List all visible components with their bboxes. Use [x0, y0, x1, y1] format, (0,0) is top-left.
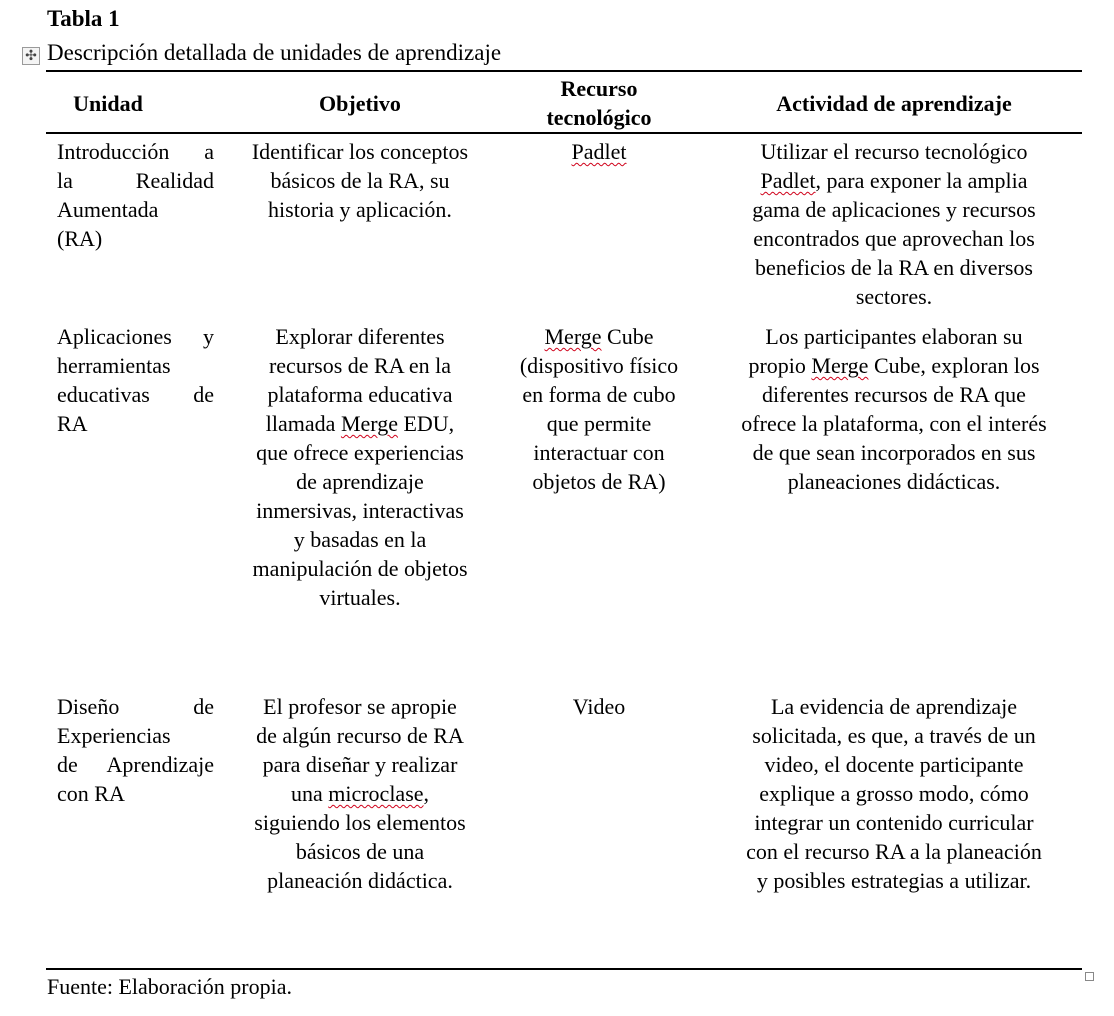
table-source: Fuente: Elaboración propia. [47, 974, 292, 999]
cell-unidad [57, 322, 214, 438]
header-recurso: Recurso tecnológico [546, 76, 652, 130]
cell-unidad-line: de Aprendizaje [57, 752, 214, 777]
cell-actividad: La evidencia de aprendizaje solicitada, es que, a través de un video, el docente participante explique a grosso modo, cómo integrar un contenido curricular con el recurso RA a la planeación y posibles estrategias a utilizar. [746, 694, 1042, 893]
spellcheck-flag: Merge [811, 353, 869, 378]
cell-unidad-line: (RA) [57, 226, 103, 251]
cell-unidad-line: Aumentada [57, 197, 159, 222]
cell-recurso [498, 137, 700, 166]
spellcheck-flag: Merge [340, 411, 398, 436]
cell-unidad [57, 137, 214, 253]
cell-unidad-line: Aplicaciones y [57, 324, 214, 349]
header-rule [46, 132, 1082, 134]
cell-unidad-line: con RA [57, 781, 125, 806]
cell-unidad-line: herramientas [57, 353, 171, 378]
spellcheck-flag: microclase [328, 781, 424, 806]
cell-unidad-line: Experiencias [57, 723, 171, 748]
spellcheck-flag: Padlet [760, 168, 816, 193]
cell-recurso: Merge Cube (dispositivo físico en forma de cubo que permite interactuar con objetos de RA) [519, 324, 679, 494]
table-resize-handle[interactable] [1085, 972, 1094, 981]
cell-unidad-line: educativas de [57, 382, 214, 407]
cell-actividad: Utilizar el recurso tecnológico Padlet, para exponer la amplia gama de aplicaciones y recursos encontrados que aprovechan los beneficios de la RA en diversos sectores. [752, 139, 1036, 309]
spellcheck-flag: Padlet [571, 139, 627, 164]
table-caption: Descripción detallada de unidades de aprendizaje [47, 40, 502, 65]
cell-objetivo: El profesor se apropie de algún recurso de RA para diseñar y realizar una microclase, siguiendo los elementos básicos de una planeación didáctica. [254, 694, 466, 893]
cell-unidad [57, 692, 214, 808]
cell-objetivo: Explorar diferentes recursos de RA en la plataforma educativa llamada Merge EDU, que ofrece experiencias de aprendizaje inmersivas, interactivas y basadas en la manipulación de objetos virtuales. [252, 324, 468, 610]
cell-objetivo: Identificar los conceptos básicos de la RA, su historia y aplicación. [251, 139, 469, 222]
header-unidad: Unidad [73, 91, 143, 116]
top-rule [46, 70, 1082, 72]
header-actividad: Actividad de aprendizaje [776, 91, 1012, 116]
table-title: Tabla 1 [47, 6, 120, 31]
cell-recurso: Video [572, 694, 626, 719]
cell-unidad-line: Introducción a [57, 139, 214, 164]
cell-unidad-line: RA [57, 411, 88, 436]
bottom-rule [46, 968, 1082, 970]
cell-unidad-line: Diseño de [57, 694, 214, 719]
cell-unidad-line: la Realidad [57, 168, 214, 193]
cell-actividad: Los participantes elaboran su propio Merge Cube, exploran los diferentes recursos de RA que ofrece la plataforma, con el interés de que sean incorporados en sus planeaciones didácticas. [741, 324, 1047, 494]
move-arrows-icon[interactable]: ✣ [22, 47, 40, 65]
spellcheck-flag: Merge [544, 324, 602, 349]
header-objetivo: Objetivo [319, 91, 401, 116]
